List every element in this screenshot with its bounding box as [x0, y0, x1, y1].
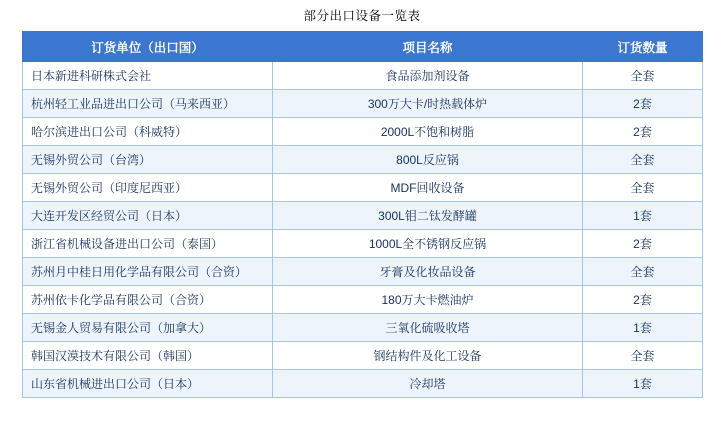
cell-item: 三氧化硫吸收塔 — [273, 314, 583, 342]
cell-unit: 杭州轻工业品进出口公司（马来西亚） — [23, 90, 273, 118]
cell-unit: 日本新进科研株式会社 — [23, 62, 273, 90]
cell-unit: 韩国汉漠技术有限公司（韩国） — [23, 342, 273, 370]
table-header — [23, 32, 703, 62]
cell-item: 2000L不饱和树脂 — [273, 118, 583, 146]
table-row — [23, 174, 703, 202]
table-row — [23, 342, 703, 370]
cell-quantity: 1套 — [583, 202, 703, 230]
table-row — [23, 202, 703, 230]
column-header-unit: 订货单位（出口国） — [23, 32, 273, 62]
column-header-item: 项目名称 — [273, 32, 583, 62]
cell-item: 钢结构件及化工设备 — [273, 342, 583, 370]
cell-quantity: 全套 — [583, 146, 703, 174]
table-row — [23, 286, 703, 314]
cell-item: 180万大卡燃油炉 — [273, 286, 583, 314]
cell-quantity: 2套 — [583, 90, 703, 118]
cell-quantity: 2套 — [583, 286, 703, 314]
cell-unit: 大连开发区经贸公司（日本） — [23, 202, 273, 230]
cell-item: 食品添加剂设备 — [273, 62, 583, 90]
cell-unit: 浙江省机械设备进出口公司（泰国） — [23, 230, 273, 258]
cell-unit: 山东省机械进出口公司（日本） — [23, 370, 273, 398]
export-equipment-table — [22, 31, 703, 398]
table-header-row — [23, 32, 703, 62]
table-row — [23, 118, 703, 146]
column-header-quantity: 订货数量 — [583, 32, 703, 62]
cell-unit: 无锡外贸公司（印度尼西亚） — [23, 174, 273, 202]
cell-unit: 哈尔滨进出口公司（科威特） — [23, 118, 273, 146]
cell-unit: 苏州依卡化学品有限公司（合资） — [23, 286, 273, 314]
table-row — [23, 230, 703, 258]
cell-quantity: 2套 — [583, 118, 703, 146]
cell-item: 800L反应锅 — [273, 146, 583, 174]
cell-quantity: 全套 — [583, 258, 703, 286]
cell-unit: 苏州月中桂日用化学品有限公司（合资） — [23, 258, 273, 286]
cell-unit: 无锡金人贸易有限公司（加拿大） — [23, 314, 273, 342]
table-container — [0, 31, 724, 398]
table-row — [23, 370, 703, 398]
cell-quantity: 1套 — [583, 314, 703, 342]
cell-item: 300万大卡/时热载体炉 — [273, 90, 583, 118]
cell-item: MDF回收设备 — [273, 174, 583, 202]
table-row — [23, 90, 703, 118]
table-body — [23, 62, 703, 398]
table-row — [23, 314, 703, 342]
table-row — [23, 62, 703, 90]
cell-quantity: 全套 — [583, 62, 703, 90]
page-title: 部分出口设备一览表 — [303, 9, 421, 23]
cell-item: 牙膏及化妆品设备 — [273, 258, 583, 286]
cell-item: 冷却塔 — [273, 370, 583, 398]
cell-quantity: 2套 — [583, 230, 703, 258]
table-row — [23, 258, 703, 286]
cell-item: 1000L全不锈钢反应锅 — [273, 230, 583, 258]
cell-item: 300L钼二钛发酵罐 — [273, 202, 583, 230]
cell-quantity: 1套 — [583, 370, 703, 398]
cell-quantity: 全套 — [583, 342, 703, 370]
cell-quantity: 全套 — [583, 174, 703, 202]
table-row — [23, 146, 703, 174]
cell-unit: 无锡外贸公司（台湾） — [23, 146, 273, 174]
